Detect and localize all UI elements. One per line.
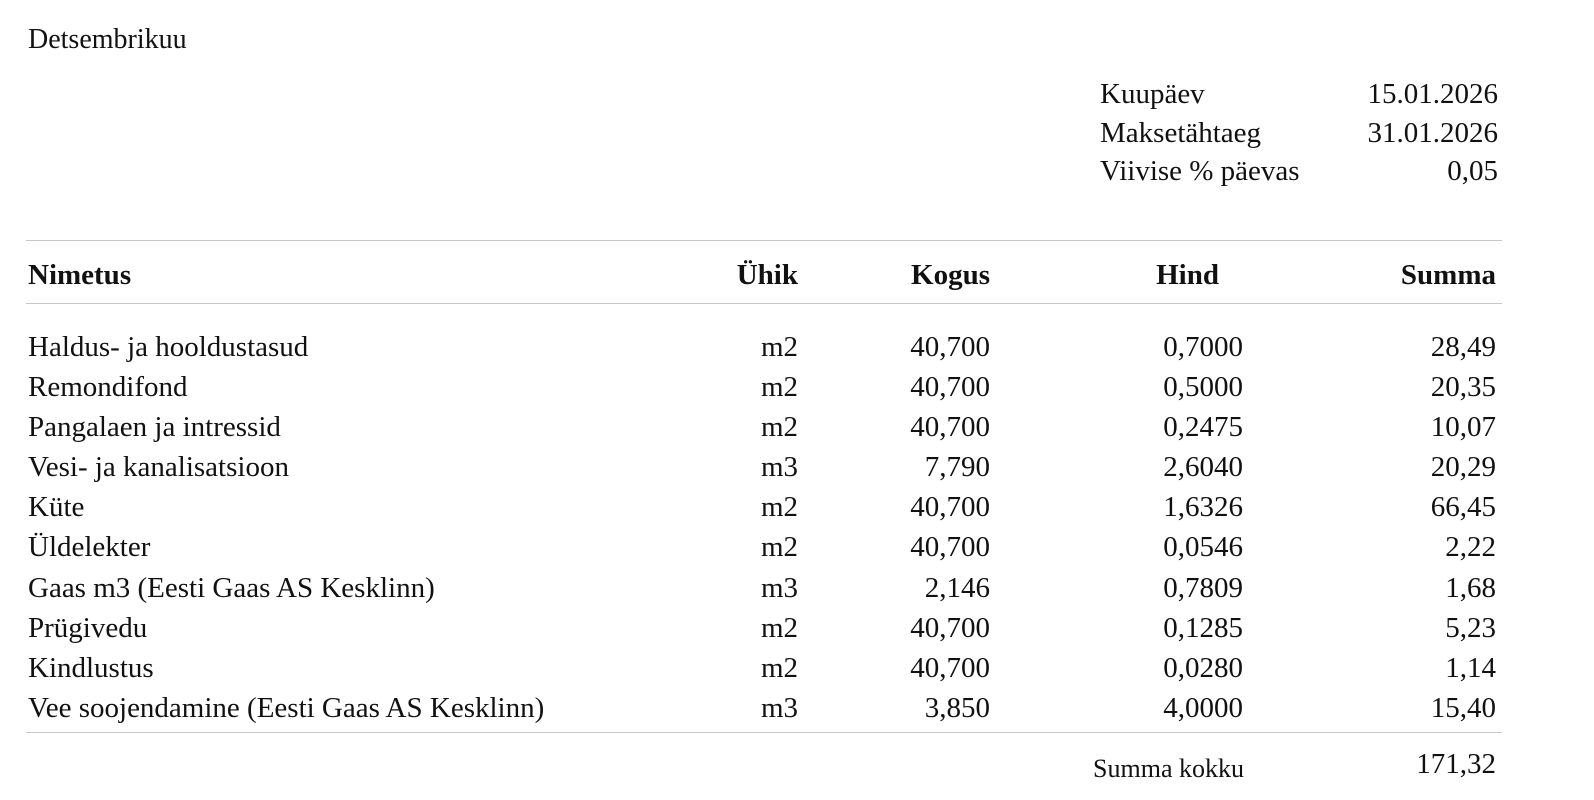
row-quantity: 2,146 xyxy=(924,571,990,604)
row-quantity: 40,700 xyxy=(910,411,990,444)
row-price: 0,5000 xyxy=(1163,371,1243,404)
row-name: Vesi- ja kanalisatsioon xyxy=(28,451,289,484)
row-price: 1,6326 xyxy=(1163,491,1243,524)
row-quantity: 40,700 xyxy=(910,371,990,404)
table-header xyxy=(0,253,1594,297)
header-sum: Summa xyxy=(1400,259,1496,291)
penalty-value: 0,05 xyxy=(1447,155,1498,187)
table-row xyxy=(0,367,1594,407)
row-name: Pangalaen ja intressid xyxy=(28,411,281,444)
row-price: 0,7000 xyxy=(1163,331,1243,363)
row-quantity: 7,790 xyxy=(924,451,990,484)
row-unit: m3 xyxy=(760,571,798,604)
table-top-divider xyxy=(26,240,1502,241)
table-row xyxy=(0,487,1594,527)
row-price: 0,2475 xyxy=(1163,411,1243,444)
table-row xyxy=(0,327,1594,367)
row-unit: m2 xyxy=(760,611,798,644)
total-value: 171,32 xyxy=(1416,748,1496,780)
row-unit: m2 xyxy=(760,531,798,564)
row-name: Gaas m3 (Eesti Gaas AS Kesklinn) xyxy=(28,571,435,604)
row-unit: m3 xyxy=(760,691,798,724)
row-sum: 15,40 xyxy=(1430,691,1496,724)
table-header-divider xyxy=(26,303,1502,304)
row-quantity: 3,850 xyxy=(924,691,990,724)
table-bottom-divider xyxy=(26,732,1502,733)
row-sum: 10,07 xyxy=(1430,411,1496,444)
row-name: Üldelekter xyxy=(28,531,151,564)
meta-row-penalty xyxy=(1100,152,1498,191)
row-sum: 1,68 xyxy=(1445,571,1496,604)
invoice-meta xyxy=(1100,75,1498,191)
row-price: 0,7809 xyxy=(1163,571,1243,604)
row-unit: m2 xyxy=(760,411,798,444)
penalty-label: Viivise % päevas xyxy=(1100,155,1300,187)
table-row xyxy=(0,407,1594,447)
due-date-label: Maksetähtaeg xyxy=(1100,116,1262,149)
header-quantity: Kogus xyxy=(911,259,990,291)
row-name: Haldus- ja hooldustasud xyxy=(28,331,309,363)
row-quantity: 40,700 xyxy=(910,491,990,524)
row-name: Vee soojendamine (Eesti Gaas AS Kesklinn) xyxy=(28,691,545,724)
row-name: Prügivedu xyxy=(28,611,148,644)
due-date-value: 31.01.2026 xyxy=(1367,116,1498,149)
row-quantity: 40,700 xyxy=(910,331,990,363)
row-quantity: 40,700 xyxy=(910,531,990,564)
date-value: 15.01.2026 xyxy=(1367,78,1498,110)
table-row xyxy=(0,447,1594,487)
row-price: 0,0546 xyxy=(1163,531,1243,564)
row-unit: m3 xyxy=(760,451,798,484)
header-name: Nimetus xyxy=(28,259,132,291)
total-label: Summa kokku xyxy=(1093,754,1244,783)
row-price: 0,0280 xyxy=(1163,651,1243,684)
row-quantity: 40,700 xyxy=(910,611,990,644)
table-row xyxy=(0,527,1594,567)
row-sum: 20,35 xyxy=(1430,371,1496,404)
header-price: Hind xyxy=(1156,259,1219,291)
table-body xyxy=(0,327,1594,728)
table-row xyxy=(0,688,1594,728)
meta-row-date xyxy=(1100,75,1498,114)
header-unit: Ühik xyxy=(736,259,798,291)
row-quantity: 40,700 xyxy=(910,651,990,684)
table-row xyxy=(0,568,1594,608)
row-sum: 5,23 xyxy=(1445,611,1496,644)
row-sum: 28,49 xyxy=(1430,331,1496,363)
table-row xyxy=(0,608,1594,648)
date-label: Kuupäev xyxy=(1100,78,1205,110)
row-sum: 2,22 xyxy=(1445,531,1496,564)
row-price: 0,1285 xyxy=(1163,611,1243,644)
row-unit: m2 xyxy=(760,371,798,404)
row-unit: m2 xyxy=(760,651,798,684)
row-sum: 1,14 xyxy=(1445,651,1496,684)
row-name: Remondifond xyxy=(28,371,188,404)
meta-row-due-date xyxy=(1100,114,1498,153)
row-price: 4,0000 xyxy=(1163,691,1243,724)
row-sum: 66,45 xyxy=(1430,491,1496,524)
row-unit: m2 xyxy=(760,331,798,363)
row-unit: m2 xyxy=(760,491,798,524)
period-title: Detsembrikuu xyxy=(28,24,187,55)
table-row xyxy=(0,648,1594,688)
row-sum: 20,29 xyxy=(1430,451,1496,484)
row-name: Kindlustus xyxy=(28,651,154,684)
row-price: 2,6040 xyxy=(1163,451,1243,484)
row-name: Küte xyxy=(28,491,85,524)
